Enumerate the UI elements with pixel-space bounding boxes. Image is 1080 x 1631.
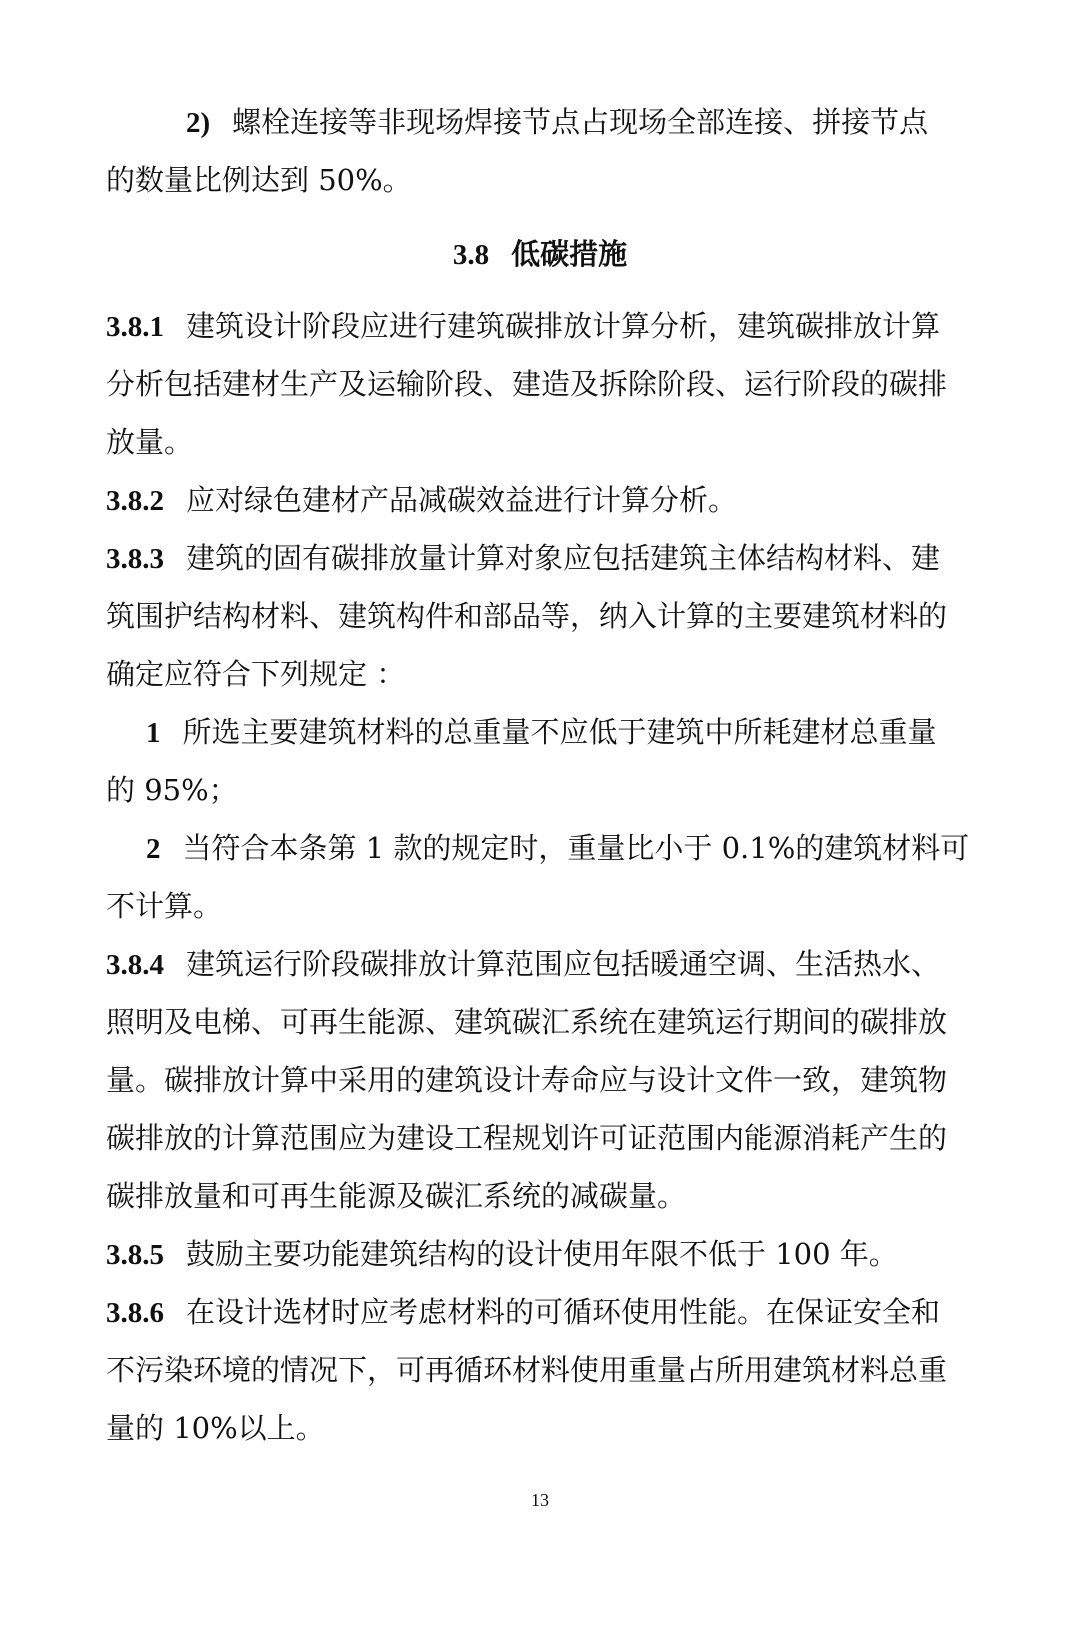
clause-3-8-1-line-3: 放量。 [106, 425, 194, 459]
paragraph-text: 螺栓连接等非现场焊接节点占现场全部连接、拼接节点 [232, 105, 929, 139]
clause-3-8-3-item-2-line-2: 不计算。 [106, 889, 223, 923]
clause-3-8-3-item-2-line-1 [146, 830, 976, 867]
paragraph-text: 建筑的固有碳排放量计算对象应包括建筑主体结构材料、建 [186, 541, 941, 575]
clause-3-8-3-item-1-line-1 [146, 714, 976, 751]
clause-3-8-3-item-1-line-2: 的 95%； [106, 773, 238, 807]
clause-3-8-2-line-1 [106, 482, 936, 519]
clause-3-8-6-line-1 [106, 1294, 941, 1331]
section-number: 3.8 [452, 239, 490, 271]
clause-3-8-3-line-3: 确定应符合下列规定 ： [106, 657, 406, 691]
clause-3-8-4-line-5: 碳排放量和可再生能源及碳汇系统的减碳量。 [106, 1179, 687, 1213]
clause-3-8-5-line-1 [106, 1236, 936, 1273]
clause-3-8-1-line-1 [106, 308, 941, 345]
paragraph-text: 当符合本条第 1 款的规定时，重量比小于 0.1%的建筑材料可 [182, 831, 970, 865]
clause-3-8-3-line-2: 筑围护结构材料、建筑构件和部品等，纳入计算的主要建筑材料的 [106, 599, 948, 633]
list-item-2-line-1 [186, 104, 1016, 141]
clause-3-8-6-line-2: 不污染环境的情况下，可再循环材料使用重量占所用建筑材料总重 [106, 1353, 948, 1387]
clause-3-8-4-line-2: 照明及电梯、可再生能源、建筑碳汇系统在建筑运行期间的碳排放 [106, 1005, 948, 1039]
paragraph-text: 建筑运行阶段碳排放计算范围应包括暖通空调、生活热水、 [186, 947, 941, 981]
paragraph-text: 在设计选材时应考虑材料的可循环使用性能。在保证安全和 [186, 1295, 941, 1329]
clause-number: 3.8.2 [106, 485, 164, 517]
section-title-text: 低碳措施 [511, 237, 628, 271]
clause-3-8-4-line-1 [106, 946, 941, 983]
clause-3-8-4-line-3: 量。碳排放计算中采用的建筑设计寿命应与设计文件一致，建筑物 [106, 1063, 948, 1097]
item-number: 2 [146, 833, 161, 865]
section-title [0, 236, 1080, 273]
item-number: 1 [146, 717, 161, 749]
paragraph-text: 所选主要建筑材料的总重量不应低于建筑中所耗建材总重量 [182, 715, 937, 749]
clause-number: 3.8.6 [106, 1297, 164, 1329]
clause-3-8-1-line-2: 分析包括建材生产及运输阶段、建造及拆除阶段、运行阶段的碳排 [106, 367, 948, 401]
paragraph-text: 建筑设计阶段应进行建筑碳排放计算分析，建筑碳排放计算 [186, 309, 941, 343]
clause-number: 3.8.3 [106, 543, 164, 575]
list-item-2-line-2: 的数量比例达到 50%。 [106, 163, 412, 197]
paragraph-text: 应对绿色建材产品减碳效益进行计算分析。 [186, 483, 738, 517]
clause-number: 3.8.5 [106, 1239, 164, 1271]
clause-3-8-4-line-4: 碳排放的计算范围应为建设工程规划许可证范围内能源消耗产生的 [106, 1121, 948, 1155]
paragraph-text: 鼓励主要功能建筑结构的设计使用年限不低于 100 年。 [186, 1237, 898, 1271]
clause-number: 3.8.4 [106, 949, 164, 981]
list-item-label: 2) [186, 107, 211, 139]
clause-3-8-3-line-1 [106, 540, 941, 577]
page-number: 13 [531, 1490, 549, 1510]
clause-number: 3.8.1 [106, 311, 164, 343]
clause-3-8-6-line-3: 量的 10%以上。 [106, 1411, 325, 1445]
